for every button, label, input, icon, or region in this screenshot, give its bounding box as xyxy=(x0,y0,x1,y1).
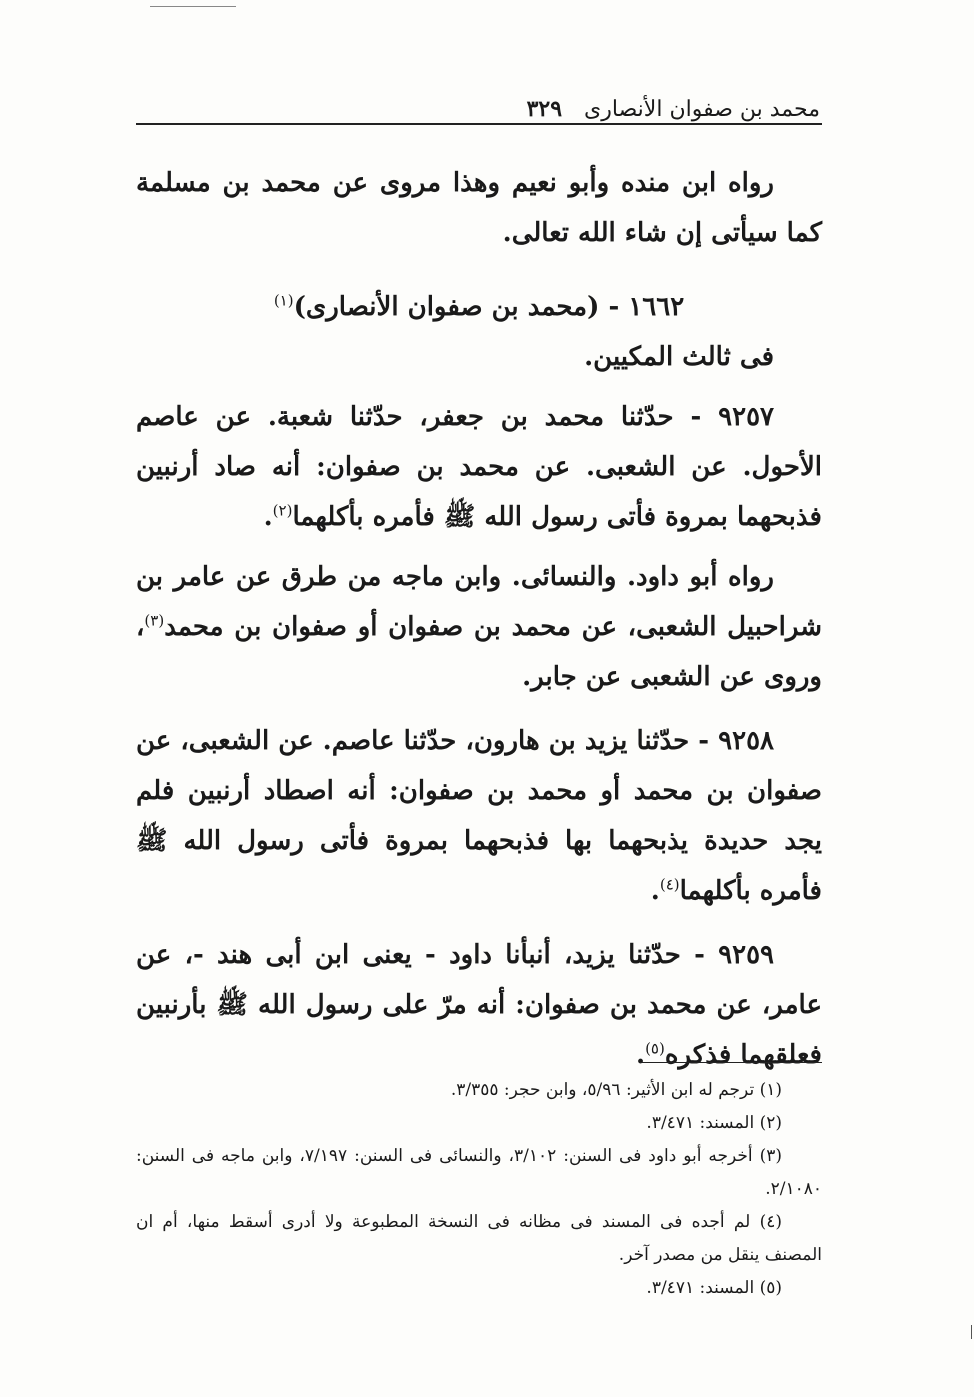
footnote-separator xyxy=(640,1062,822,1063)
page-number: ٣٢٩ xyxy=(526,96,563,122)
footnote-ref: (٤) xyxy=(659,875,680,894)
footnote-ref: (٥) xyxy=(645,1039,665,1058)
commentary-text: رواه أبو داود. والنسائى. وابن ماجه من طرق عن عامر بن شراحبيل الشعبى، عن محمد بن صفوان أو صفوان بن محمد xyxy=(136,562,822,642)
running-header xyxy=(136,88,820,122)
footnote-ref: (١) xyxy=(273,291,294,310)
header-rule xyxy=(136,123,822,125)
entry-heading-text: ١٦٦٢ - (محمد بن صفوان الأنصارى) xyxy=(293,292,685,322)
hadith-text: ٩٢٥٩ - حدّثنا يزيد، أنبأنا داود - يعنى ابن أبى هند -، عن عامر، عن محمد بن صفوان: أنه مرّ على رسول الله ﷺ بأرنبين فعلقهما فذكره xyxy=(136,940,822,1070)
entry-subheading xyxy=(136,332,822,382)
footnote-1: (١) ترجم له ابن الأثير: ٥/٩٦، وابن حجر: ٣/٣٥٥. xyxy=(450,1080,782,1100)
main-text xyxy=(136,158,822,1080)
hadith-text: ٩٢٥٧ - حدّثنا محمد بن جعفر، حدّثنا شعبة. عن عاصم الأحول. عن الشعبى. عن محمد بن صفوان: أنه صاد أرنبين فذبحهما بمروة فأتى رسول الله ﷺ فأمره بأكلهما xyxy=(136,402,822,532)
footnote-5: (٥) المسند: ٣/٤٧١. xyxy=(646,1278,782,1298)
entry-heading xyxy=(136,282,822,332)
scan-edge-mark xyxy=(150,6,236,7)
hadith-text: ٩٢٥٨ - حدّثنا يزيد بن هارون، حدّثنا عاصم. عن الشعبى، عن صفوان بن محمد أو محمد بن صفوان: أنه اصطاد أرنبين فلم يجد حديدة يذبحهما بها فذبحهما بمروة فأتى رسول الله ﷺ فأمره بأكلهما xyxy=(136,726,822,906)
hadith-9257: ٩٢٥٧ - حدّثنا محمد بن جعفر، حدّثنا شعبة. عن عاصم الأحول. عن الشعبى. عن محمد بن صفوان: أنه صاد أرنبين فذبحهما بمروة فأتى رسول الله ﷺ فأمره بأكلهما$^{(٢)}$. xyxy=(136,402,822,532)
entry-subheading-text: فى ثالث المكيين. xyxy=(584,342,774,372)
footnote-4: (٤) لم أجده فى المسند فى مظانه فى النسخة المطبوعة ولا أدرى أسقط منها، أم ان المصنف ينقل من مصدر آخر. xyxy=(136,1212,822,1265)
paragraph-text: رواه ابن منده وأبو نعيم وهذا مروى عن محمد بن مسلمة كما سيأتى إن شاء الله تعالى. xyxy=(136,168,822,248)
hadith-9259: ٩٢٥٩ - حدّثنا يزيد، أنبأنا داود - يعنى ابن أبى هند -، عن عامر، عن محمد بن صفوان: أنه مرّ على رسول الله ﷺ بأرنبين فعلقهما فذكره$^{(٥)}$. xyxy=(136,940,822,1070)
footnote-3: (٣) أخرجه أبو داود فى السنن: ٣/١٠٢، والنسائى فى السنن: ٧/١٩٧، وابن ماجه فى السنن: ٢/١٠٨٠. xyxy=(136,1146,822,1199)
paragraph-continuation xyxy=(136,158,822,258)
commentary-text-tail: ، وروى عن الشعبى عن جابر. xyxy=(136,612,822,692)
hadith-9257-commentary xyxy=(136,552,822,702)
footnote-ref: (٢) xyxy=(272,501,293,520)
footnote-ref: (٣) xyxy=(144,611,165,630)
running-header-title: محمد بن صفوان الأنصارى xyxy=(584,97,820,122)
scan-edge-mark xyxy=(971,1325,972,1339)
footnote-2: (٢) المسند: ٣/٤٧١. xyxy=(646,1113,782,1133)
hadith-9258: ٩٢٥٨ - حدّثنا يزيد بن هارون، حدّثنا عاصم. عن الشعبى، عن صفوان بن محمد أو محمد بن صفوان: أنه اصطاد أرنبين فلم يجد حديدة يذبحهما بها فذبحهما بمروة فأتى رسول الله ﷺ فأمره بأكلهما$^{(٤)}$. xyxy=(136,726,822,906)
footnotes xyxy=(136,1074,822,1305)
